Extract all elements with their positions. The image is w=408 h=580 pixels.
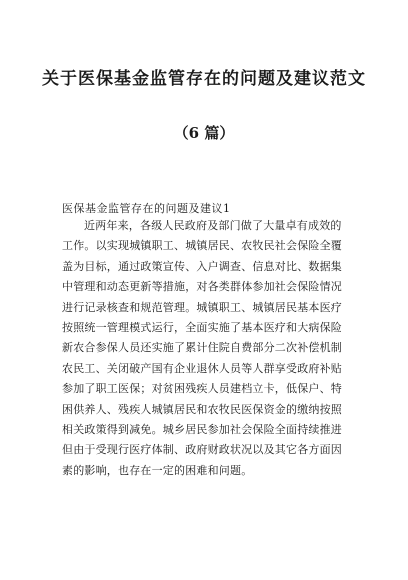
- body-line: 中管理和动态更新等措施，对各类群体参加社会保险情况: [62, 280, 342, 294]
- body-line: 近两年来，各级人民政府及部门做了大量卓有成效的: [84, 219, 342, 232]
- body-line: 素的影响，也存在一定的困难和问题。: [62, 463, 253, 477]
- body-line: 按照统一管理模式运行，全面实施了基本医疗和大病保险: [62, 320, 342, 334]
- body-line: 但由于受现行医疗体制、政府财政状况以及其它各方面因: [62, 443, 342, 457]
- body-line: 农民工、关闭破产国有企业退休人员等人群享受政府补贴: [62, 361, 342, 375]
- body-line: 盖为目标，通过政策宣传、入户调查、信息对比、数据集: [62, 259, 342, 273]
- body-line: 新农合参保人员还实施了累计住院自费部分二次补偿机制: [62, 341, 342, 355]
- body-line: 相关政策得到减免。城乡居民参加社会保险全面持续推进: [62, 422, 342, 436]
- article-count: （6 篇）: [173, 124, 235, 142]
- body-paragraph: [62, 216, 362, 481]
- document-title: 关于医保基金监管存在的问题及建议范文: [42, 69, 366, 89]
- body-line: 工作。以实现城镇职工、城镇居民、农牧民社会保险全覆: [62, 239, 342, 253]
- body-line: 进行记录核查和规范管理。城镇职工、城镇居民基本医疗: [62, 300, 342, 314]
- section-heading: 医保基金监管存在的问题及建议1: [62, 202, 231, 215]
- body-line: 参加了职工医保；对贫困残疾人员建档立卡，低保户、特: [62, 382, 342, 396]
- body-line: 困供养人、残疾人城镇居民和农牧民医保资金的缴纳按照: [62, 402, 342, 416]
